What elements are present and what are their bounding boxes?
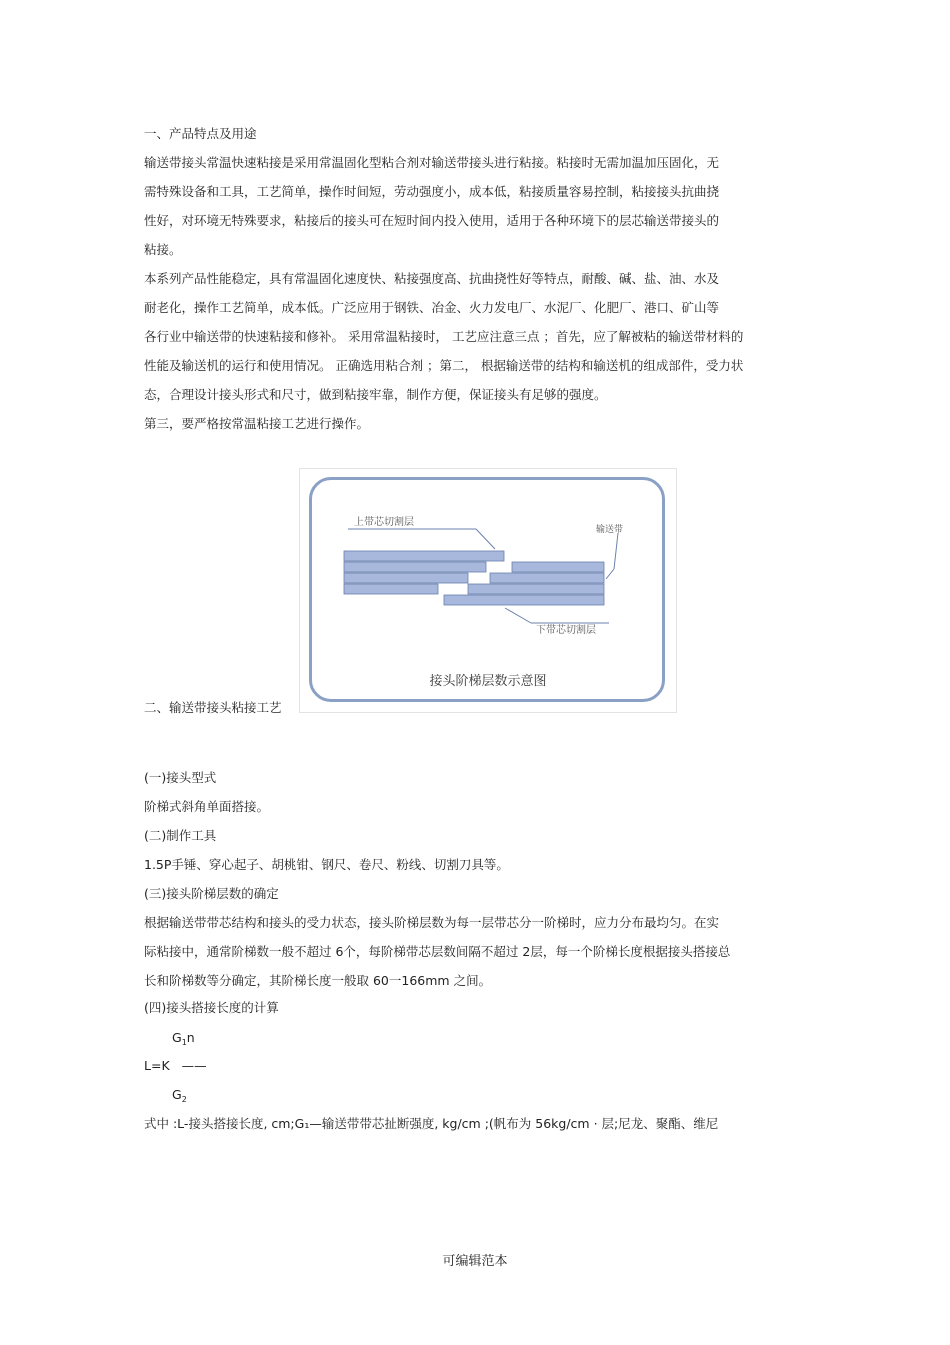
belt-layer-4 xyxy=(344,584,438,594)
belt-leader-diag xyxy=(606,569,614,579)
subheading-tools: (二)制作工具 xyxy=(144,828,217,843)
paragraph-line: 性好，对环境无特殊要求，粘接后的接头可在短时间内投入使用，适用于各种环境下的层芯输送带接头的 xyxy=(144,213,720,228)
paragraph-line: 根据输送带带芯结构和接头的受力状态，接头阶梯层数为每一层带芯分一阶梯时，应力分布最均匀。在实 xyxy=(144,915,720,930)
formula-explanation: 式中 :L-接头搭接长度, cm;G₁—输送带带芯扯断强度, kg/cm ;(帆布为 56kg/cm · 层;尼龙、聚酯、维尼 xyxy=(144,1116,719,1131)
paragraph-line: 阶梯式斜角单面搭接。 xyxy=(144,799,270,814)
paragraph-line: 1.5P手锤、穿心起子、胡桃钳、钢尺、卷尺、粉线、切割刀具等。 xyxy=(144,857,509,872)
paragraph-line: 态，合理设计接头形式和尺寸，做到粘接牢靠，制作方便，保证接头有足够的强度。 xyxy=(144,387,607,402)
belt-layer-2 xyxy=(344,562,486,572)
upper-leader-diag xyxy=(476,529,495,549)
formula-lhs: L=K xyxy=(144,1058,170,1073)
formula-denominator: $G_2$ xyxy=(172,1087,187,1104)
belt-layer-7 xyxy=(468,584,604,594)
paragraph-line: 长和阶梯数等分确定，其阶梯长度一般取 60一166mm 之间。 xyxy=(144,973,492,988)
paragraph-line: 本系列产品性能稳定，具有常温固化速度快、粘接强度高、抗曲挠性好等特点，耐酸、碱、盐、油、水及 xyxy=(144,271,720,286)
section-heading-2: 二、输送带接头粘接工艺 xyxy=(144,700,282,715)
paragraph-line: 性能及输送机的运行和使用情况。 正确选用粘合剂 ；第二， 根据输送带的结构和输送机的组成部件，受力状 xyxy=(144,358,744,373)
subheading-step-count: (三)接头阶梯层数的确定 xyxy=(144,886,279,901)
paragraph-line: 耐老化，操作工艺简单，成本低。广泛应用于钢铁、冶金、火力发电厂、水泥厂、化肥厂、港口、矿山等 xyxy=(144,300,720,315)
paragraph-line: 第三，要严格按常温粘接工艺进行操作。 xyxy=(144,416,370,431)
paragraph-line: 粘接。 xyxy=(144,242,182,257)
belt-layer-6 xyxy=(490,573,604,583)
subheading-joint-type: (一)接头型式 xyxy=(144,770,217,785)
section-heading-1: 一、产品特点及用途 xyxy=(144,126,257,141)
figure-caption: 接头阶梯层数示意图 xyxy=(429,674,547,689)
label-conveyor-belt: 输送带 xyxy=(596,524,624,534)
label-upper-core-cut-layer: 上带芯切割层 xyxy=(354,517,414,528)
formula-line xyxy=(144,1058,207,1074)
lower-leader-diag xyxy=(505,608,531,623)
paragraph-line: 际粘接中，通常阶梯数一般不超过 6个，每阶梯带芯层数间隔不超过 2层，每一个阶梯长度根据接头搭接总 xyxy=(144,944,731,959)
diagram-svg xyxy=(300,469,676,712)
page-footer: 可编辑范本 xyxy=(442,1254,508,1269)
subheading-lap-length: (四)接头搭接长度的计算 xyxy=(144,1000,279,1015)
belt-layer-1 xyxy=(344,551,504,561)
formula-fraction-bar: —— xyxy=(181,1058,207,1073)
joint-step-diagram xyxy=(299,468,677,713)
belt-layer-5 xyxy=(512,562,604,572)
belt-layer-3 xyxy=(344,573,468,583)
paragraph-line: 各行业中输送带的快速粘接和修补。 采用常温粘接时， 工艺应注意三点 ；首先，应了解被粘的输送带材料的 xyxy=(144,329,744,344)
label-lower-core-cut-layer: 下带芯切割层 xyxy=(536,625,596,636)
formula-numerator: $G_1n$ xyxy=(172,1030,195,1047)
paragraph-line: 输送带接头常温快速粘接是采用常温固化型粘合剂对输送带接头进行粘接。粘接时无需加温加压固化，无 xyxy=(144,155,720,170)
paragraph-line: 需特殊设备和工具，工艺简单，操作时间短，劳动强度小，成本低，粘接质量容易控制，粘接接头抗曲挠 xyxy=(144,184,720,199)
belt-leader-line xyxy=(614,533,618,569)
belt-layer-8 xyxy=(444,595,604,605)
